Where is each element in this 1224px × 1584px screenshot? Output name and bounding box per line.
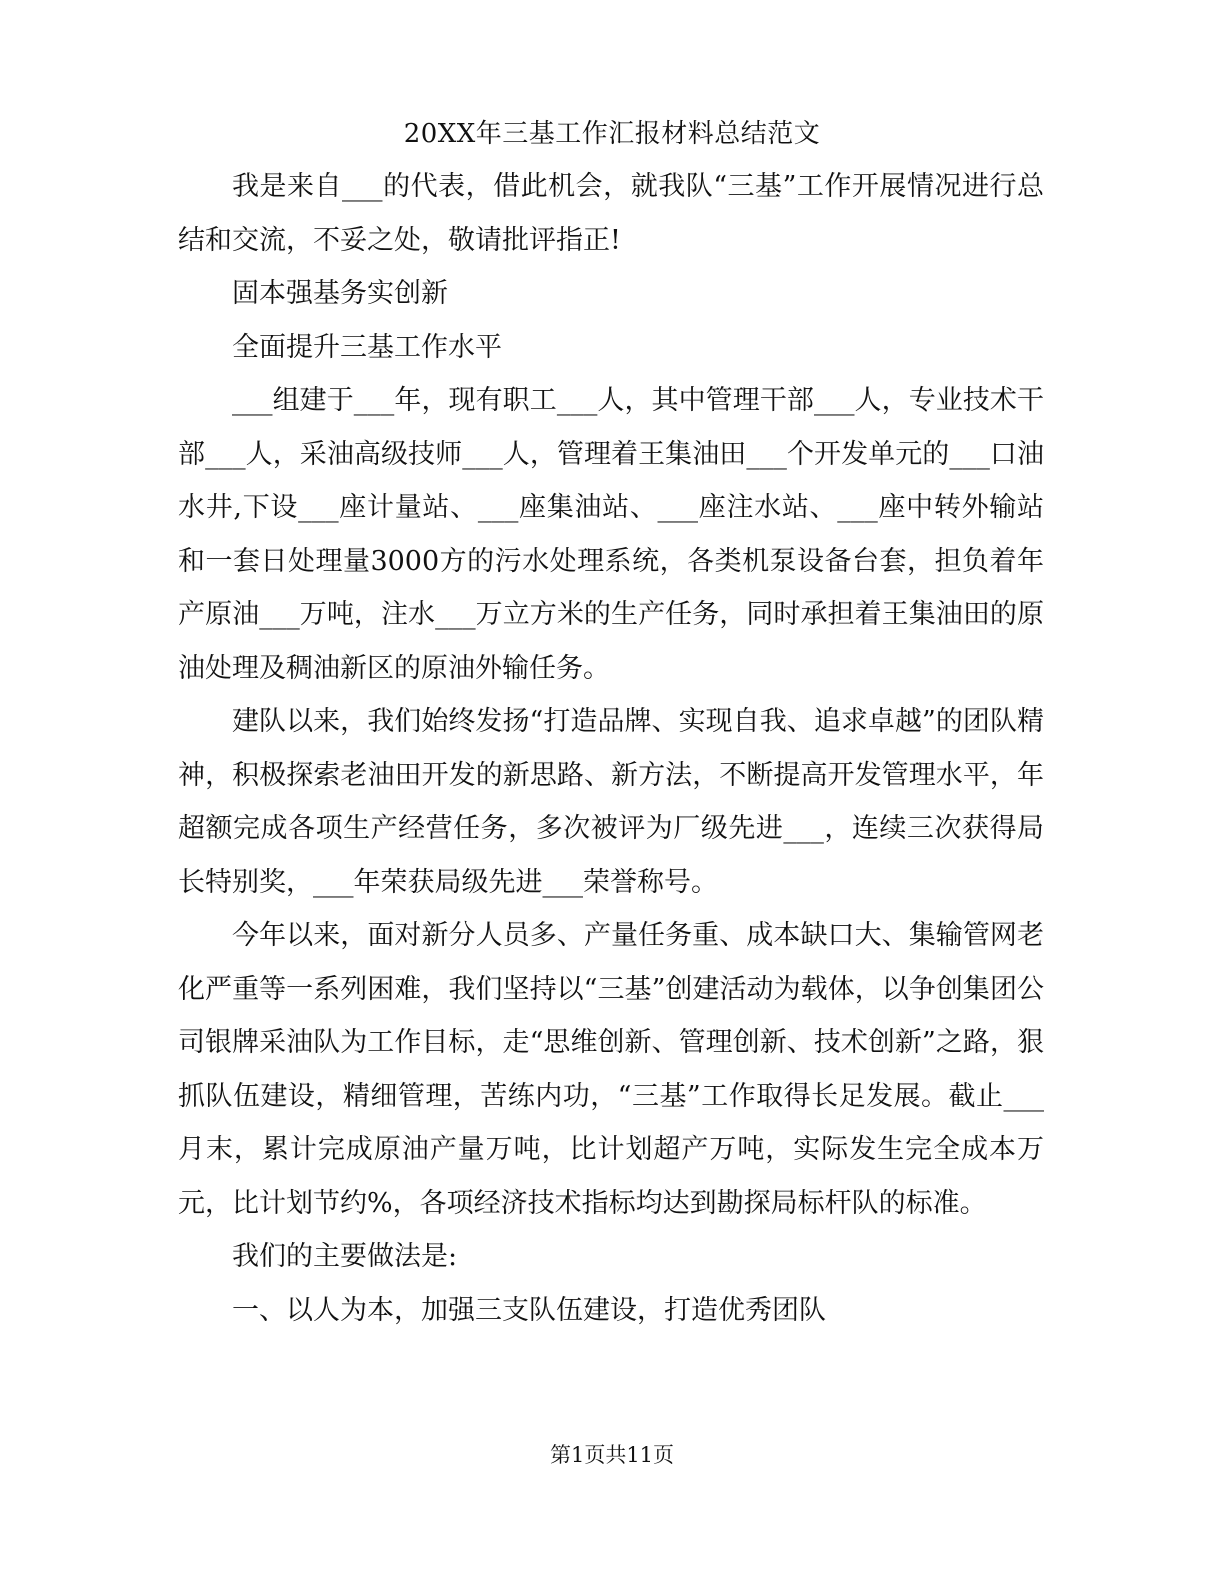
paragraph-history: 建队以来，我们始终发扬“打造品牌、实现自我、追求卓越”的团队精神，积极探索老油田开发的新思路、新方法，不断提高开发管理水平，年超额完成各项生产经营任务，多次被评为厂级先进___，连续三次获得局长特别奖，___年荣获局级先进___荣誉称号。	[178, 706, 1044, 898]
paragraph-team-overview: ___组建于___年，现有职工___人，其中管理干部___人，专业技术干部___人，采油高级技师___人，管理着王集油田___个开发单元的___口油水井,下设___座计量站、___座集油站、___座注水站、___座中转外输站和一套日处理量3000方的污水处理系统，各类机泵设备台套，担负着年产原油___万吨，注水___万立方米的生产任务，同时承担着王集油田的原油处理及稠油新区的原油外输任务。	[178, 385, 1044, 684]
paragraph-this-year: 今年以来，面对新分人员多、产量任务重、成本缺口大、集输管网老化严重等一系列困难，我们坚持以“三基”创建活动为载体，以争创集团公司银牌采油队为工作目标，走“思维创新、管理创新、技术创新”之路，狠抓队伍建设，精细管理，苦练内功，“三基”工作取得长足发展。截止___月末，累计完成原油产量万吨，比计划超产万吨，实际发生完全成本万元，比计划节约%，各项经济技术指标均达到勘探局标杆队的标准。	[178, 920, 1044, 1219]
paragraph-heading-1: 固本强基务实创新	[232, 278, 448, 309]
document-title: 20XX年三基工作汇报材料总结范文	[403, 119, 821, 149]
paragraph-intro: 我是来自___的代表，借此机会，就我队“三基”工作开展情况进行总结和交流，不妥之处，敬请批评指正!	[178, 171, 1044, 256]
paragraph-main-practices: 我们的主要做法是:	[232, 1241, 458, 1272]
paragraph-section-one: 一、以人为本，加强三支队伍建设，打造优秀团队	[232, 1294, 826, 1326]
paragraph-heading-2: 全面提升三基工作水平	[232, 331, 502, 363]
page-number-footer: 第1页共11页	[549, 1443, 675, 1467]
document-body	[178, 160, 1044, 1337]
